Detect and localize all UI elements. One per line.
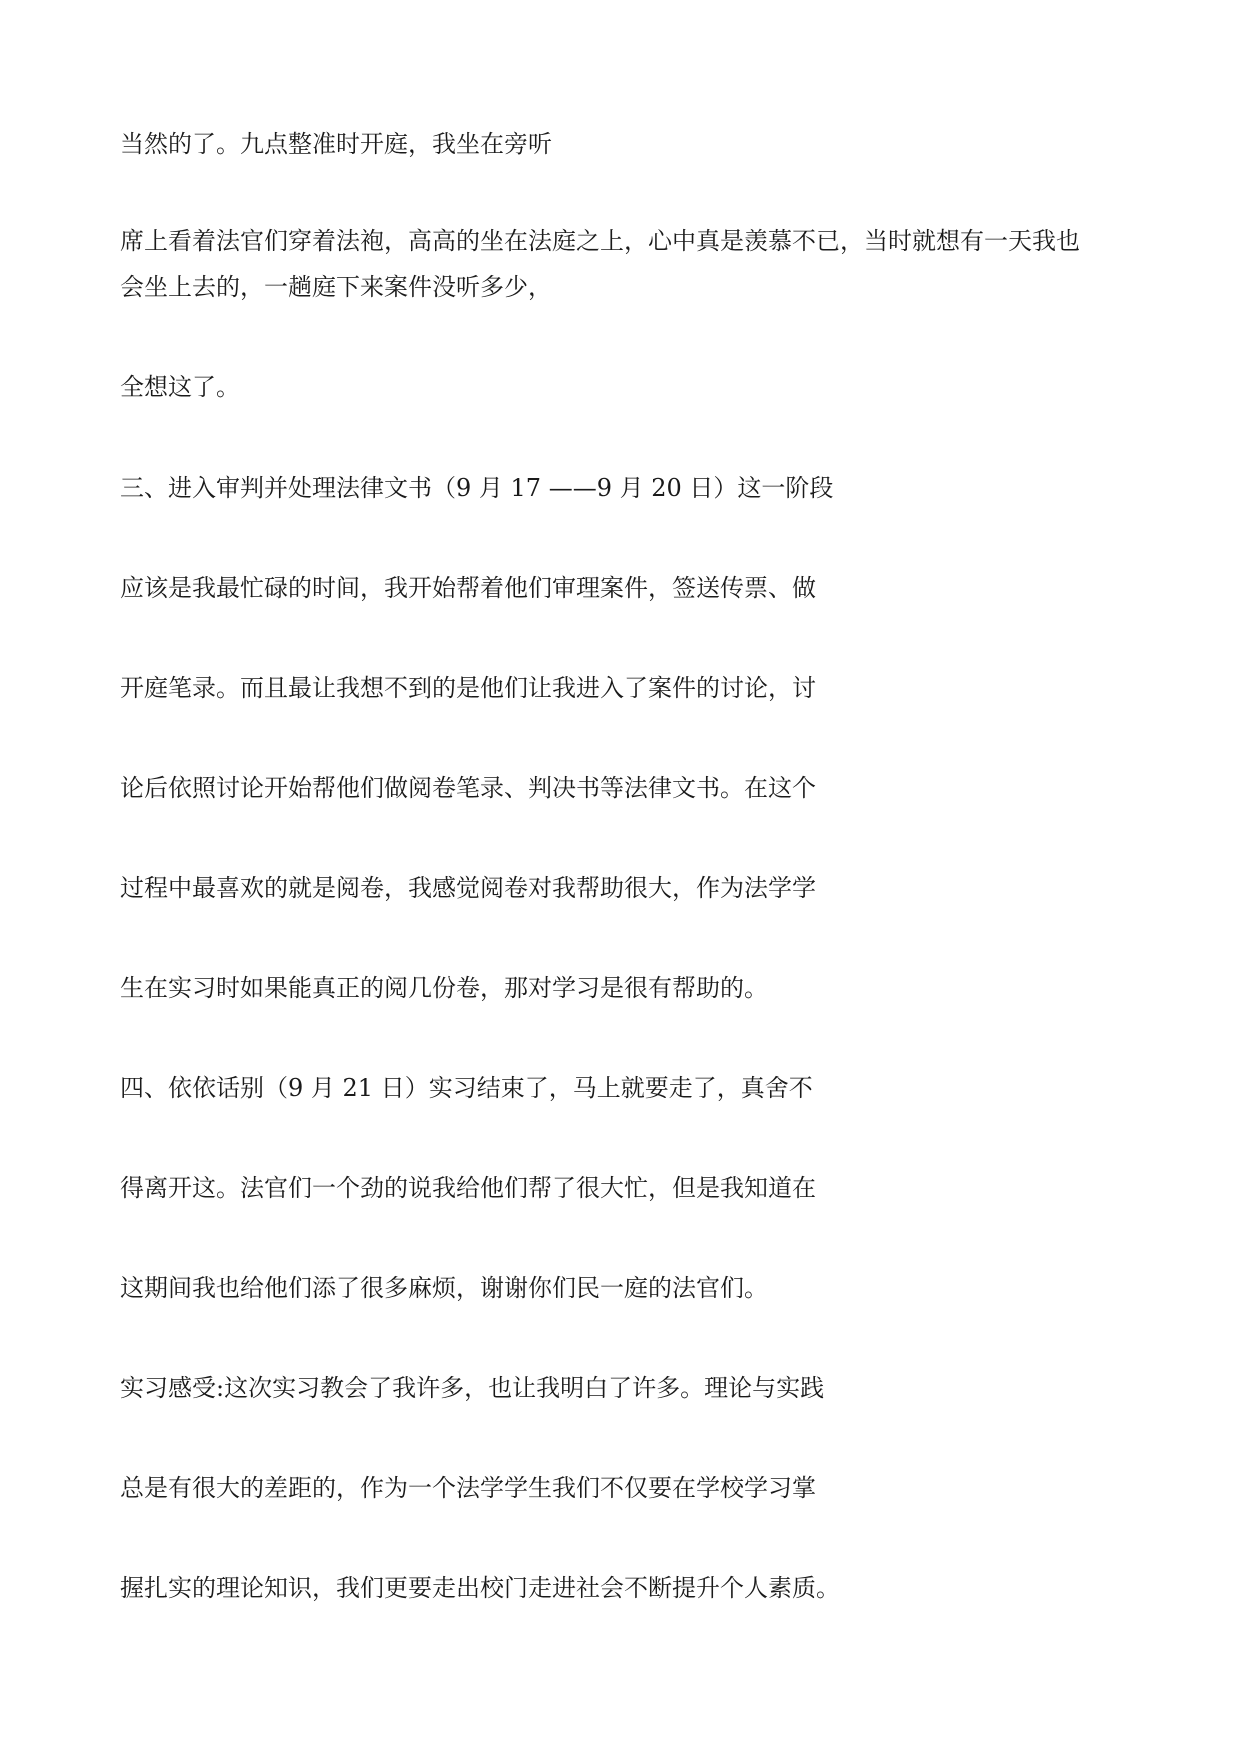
text-line: 席上看着法官们穿着法袍，高高的坐在法庭之上，心中真是羡慕不已，当时就想有一天我也: [120, 227, 1080, 255]
text-line: 握扎实的理论知识，我们更要走出校门走进社会不断提升个人素质。: [120, 1574, 840, 1602]
text-line: 开庭笔录。而且最让我想不到的是他们让我进入了案件的讨论，讨: [120, 674, 816, 702]
section-heading-4: 四、依依话别（9 月 21 日）实习结束了，马上就要走了，真舍不: [120, 1074, 813, 1102]
text-line: 会坐上去的，一趟庭下来案件没听多少，: [120, 273, 552, 301]
text-line: 全想这了。: [120, 373, 240, 401]
text-line: 论后依照讨论开始帮他们做阅卷笔录、判决书等法律文书。在这个: [120, 774, 816, 802]
text-line: 应该是我最忙碌的时间，我开始帮着他们审理案件，签送传票、做: [120, 574, 816, 602]
text-line: 生在实习时如果能真正的阅几份卷，那对学习是很有帮助的。: [120, 974, 768, 1002]
text-line: 过程中最喜欢的就是阅卷，我感觉阅卷对我帮助很大，作为法学学: [120, 874, 816, 902]
text-line: 这期间我也给他们添了很多麻烦，谢谢你们民一庭的法官们。: [120, 1274, 768, 1302]
section-heading-3: 三、进入审判并处理法律文书（9 月 17 ——9 月 20 日）这一阶段: [120, 474, 834, 502]
text-line: 当然的了。九点整准时开庭，我坐在旁听: [120, 130, 552, 158]
internship-reflection-heading: 实习感受:这次实习教会了我许多，也让我明白了许多。理论与实践: [120, 1374, 825, 1402]
text-line: 得离开这。法官们一个劲的说我给他们帮了很大忙，但是我知道在: [120, 1174, 816, 1202]
text-line: 总是有很大的差距的，作为一个法学学生我们不仅要在学校学习掌: [120, 1474, 816, 1502]
